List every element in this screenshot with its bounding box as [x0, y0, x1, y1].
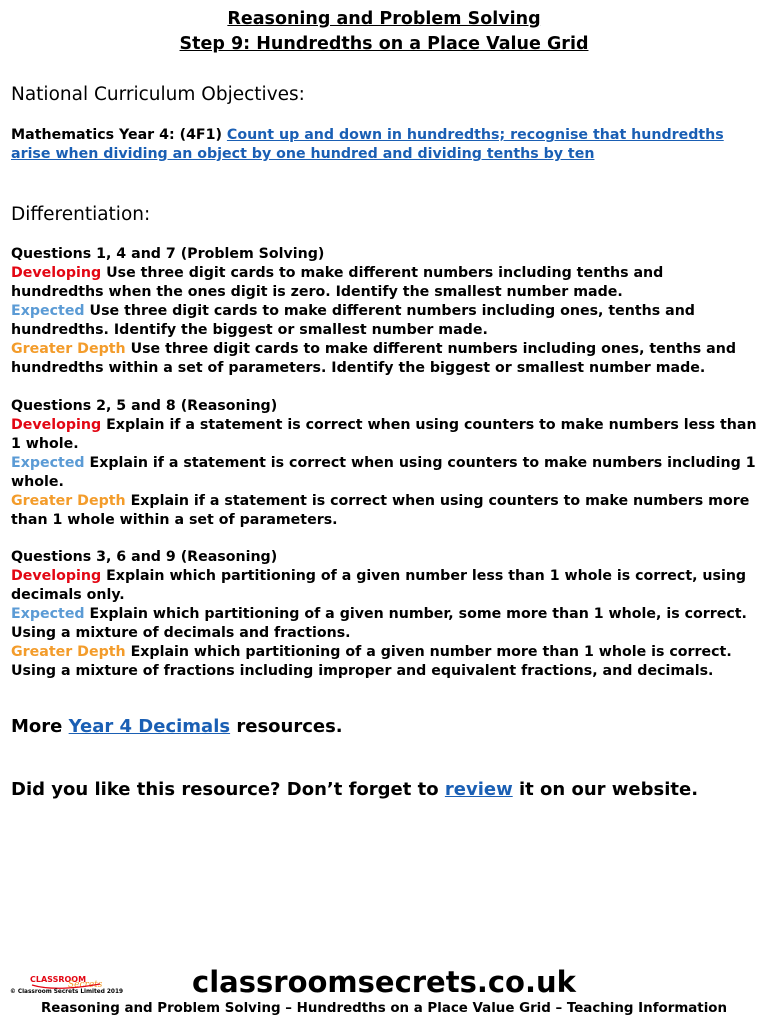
- year4-decimals-link[interactable]: Year 4 Decimals: [68, 716, 231, 737]
- developing-item: [11, 416, 759, 454]
- greater-depth-item: [11, 643, 759, 681]
- expected-item: [11, 605, 759, 643]
- page-title: Reasoning and Problem Solving: [227, 9, 541, 29]
- section-title: Questions 1, 4 and 7 (Problem Solving): [11, 246, 325, 262]
- expected-text: Use three digit cards to make different numbers including ones, tenths and hundredths. Identify the biggest or smallest number made.: [11, 303, 695, 338]
- expected-label: Expected: [11, 455, 85, 471]
- developing-label: Developing: [11, 265, 102, 281]
- review-link[interactable]: review: [444, 779, 513, 800]
- greater-depth-label: Greater Depth: [11, 493, 126, 509]
- developing-text: Explain if a statement is correct when using counters to make numbers less than 1 whole.: [11, 417, 757, 452]
- brand-url: classroomsecrets.co.uk: [192, 965, 576, 999]
- page-subtitle: Step 9: Hundredths on a Place Value Grid: [179, 34, 589, 54]
- expected-label: Expected: [11, 606, 85, 622]
- greater-depth-label: Greater Depth: [11, 644, 126, 660]
- developing-item: [11, 567, 759, 605]
- review-line: [11, 779, 698, 800]
- developing-label: Developing: [11, 417, 102, 433]
- review-after: it on our website.: [512, 779, 699, 800]
- expected-text: Explain if a statement is correct when using counters to make numbers including 1 whole.: [11, 455, 756, 490]
- expected-item: [11, 454, 759, 492]
- developing-item: [11, 264, 759, 302]
- more-before: More: [11, 716, 69, 737]
- copyright-text: © Classroom Secrets Limited 2019: [10, 989, 124, 995]
- question-section: [11, 397, 759, 530]
- objectives-link[interactable]: Count up and down in hundredths; recognise that hundredths arise when dividing an object by one hundred and dividing tenths by ten: [11, 127, 724, 162]
- objectives-heading: National Curriculum Objectives:: [11, 84, 305, 105]
- review-before: Did you like this resource? Don’t forget to: [11, 779, 445, 800]
- greater-depth-text: Explain if a statement is correct when using counters to make numbers more than 1 whole within a set of parameters.: [11, 493, 750, 528]
- objectives-prefix: Mathematics Year 4: (4F1): [11, 127, 227, 143]
- developing-text: Explain which partitioning of a given number less than 1 whole is correct, using decimals only.: [11, 568, 747, 603]
- expected-label: Expected: [11, 303, 85, 319]
- developing-label: Developing: [11, 568, 102, 584]
- greater-depth-text: Use three digit cards to make different numbers including ones, tenths and hundredths within a set of parameters. Identify the biggest or smallest number made.: [11, 341, 736, 376]
- objectives-text: [11, 126, 759, 164]
- differentiation-heading: Differentiation:: [11, 204, 151, 225]
- question-section: [11, 245, 759, 378]
- svg-text:CLASSROOM: CLASSROOM: [30, 975, 87, 984]
- more-after: resources.: [230, 716, 343, 737]
- question-section: [11, 548, 759, 681]
- more-resources-line: [11, 716, 343, 737]
- footer-caption: Reasoning and Problem Solving – Hundredths on a Place Value Grid – Teaching Information: [40, 1001, 728, 1016]
- section-title: Questions 3, 6 and 9 (Reasoning): [11, 549, 278, 565]
- developing-text: Use three digit cards to make different numbers including tenths and hundredths when the ones digit is zero. Identify the smallest number made.: [11, 265, 664, 300]
- expected-text: Explain which partitioning of a given number, some more than 1 whole, is correct. Using a mixture of decimals and fractions.: [11, 606, 747, 641]
- expected-item: [11, 302, 759, 340]
- svg-text:Secrets: Secrets: [68, 980, 103, 990]
- greater-depth-item: [11, 492, 759, 530]
- greater-depth-text: Explain which partitioning of a given number more than 1 whole is correct. Using a mixture of fractions including improper and equivalent fractions, and decimals.: [11, 644, 732, 679]
- greater-depth-item: [11, 340, 759, 378]
- greater-depth-label: Greater Depth: [11, 341, 126, 357]
- section-title: Questions 2, 5 and 8 (Reasoning): [11, 398, 278, 414]
